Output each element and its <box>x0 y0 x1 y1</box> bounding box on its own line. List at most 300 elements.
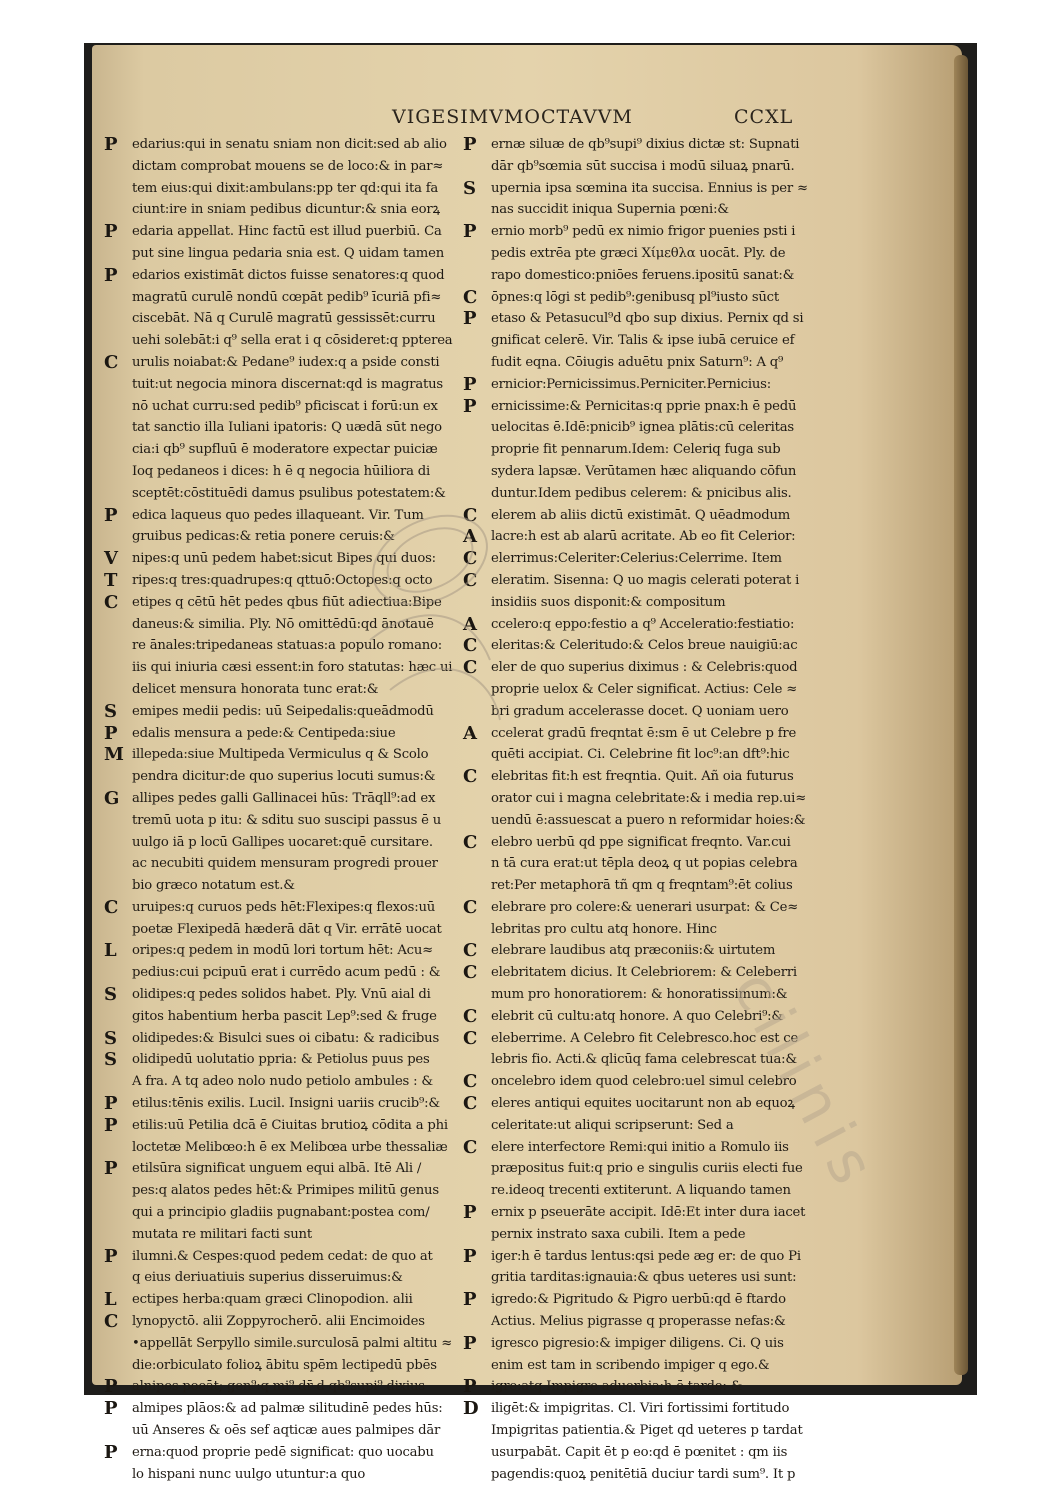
line-text: elebritas fit:h est freqntia. Quit. Añ oia futurus <box>491 769 794 785</box>
initial-letter: A <box>463 722 477 744</box>
text-line <box>463 832 819 854</box>
initial-letter: C <box>104 1311 119 1333</box>
text-line <box>463 243 819 265</box>
initial-letter: C <box>463 504 478 526</box>
line-text: ernicior:Pernicissimus.Perniciter.Pernicius: <box>491 376 771 392</box>
line-text: delicet mensura honorata tunc erat:& <box>132 681 379 697</box>
text-line <box>104 265 454 287</box>
text-line <box>463 374 819 396</box>
line-text: proprie uelox & Celer significat. Actius: Cele ≈ <box>491 681 798 697</box>
text-line <box>104 657 454 679</box>
initial-letter: C <box>463 896 478 918</box>
text-line <box>463 178 819 200</box>
line-text: iligēt:& impigritas. Cl. Viri fortissimi fortitudo <box>491 1401 790 1417</box>
page-edge <box>954 55 968 1375</box>
text-line <box>463 679 819 701</box>
line-text: A fra. A tq adeo nolo nudo petiolo ambules : & <box>132 1074 433 1090</box>
line-text: lacre:h est ab alarū acritate. Ab eo fit Celerior: <box>491 529 796 545</box>
text-line <box>104 1180 454 1202</box>
text-line <box>463 417 819 439</box>
text-line <box>104 810 454 832</box>
text-line <box>463 766 819 788</box>
line-text: orator cui i magna celebritate:& i media rep.ui≈ <box>491 790 807 806</box>
line-text: tat sanctio illa Iuliani ipatoris: Q uædā sūt nego <box>132 420 442 436</box>
initial-letter: C <box>463 831 478 853</box>
line-text: ōpnes:q lōgi st pedib⁹:genibusq pl⁹iusto sūct <box>491 289 779 305</box>
line-text: etilus:tēnis exilis. Lucil. Insigni uariis crucib⁹:& <box>132 1096 440 1112</box>
line-text: Impigritas patientia.& Piget qd ueteres p tardat <box>491 1423 803 1439</box>
watermark-text: cilinis <box>718 960 893 1204</box>
text-line <box>463 1093 819 1115</box>
line-text: olidipes:q pedes solidos habet. Ply. Vnū aial di <box>132 987 431 1003</box>
line-text: elebritatem dicius. It Celebriorem: & Celeberri <box>491 965 797 981</box>
text-line <box>463 1376 819 1398</box>
text-line <box>104 919 454 941</box>
line-text: uelocitas ē.Idē:pnicib⁹ ignea plātis:cū celeritas <box>491 420 794 436</box>
line-text: uendū ē:assuescat a puero n reformidar hoies:& <box>491 812 806 828</box>
text-line <box>463 1464 819 1486</box>
line-text: eleres antiqui equites uocitarunt non ab equoꝝ <box>491 1096 795 1112</box>
line-text: oripes:q pedem in modū lori tortum hēt: Acu≈ <box>132 943 434 959</box>
line-text: sydera lapsæ. Verūtamen hæc aliquando cōfun <box>491 463 797 479</box>
line-text: pagendis:quoꝝ penitētiā duciur tardi sum⁹. It p <box>491 1466 796 1482</box>
initial-letter: C <box>463 569 478 591</box>
text-line <box>463 1180 819 1202</box>
initial-letter: S <box>463 177 476 199</box>
text-line <box>104 984 454 1006</box>
text-line <box>104 243 454 265</box>
line-text: ectipes herba:quam græci Clinopodion. alii <box>132 1292 413 1308</box>
text-line <box>104 853 454 875</box>
text-line <box>463 221 819 243</box>
initial-letter: P <box>104 1376 118 1398</box>
text-line <box>104 679 454 701</box>
text-line <box>463 526 819 548</box>
initial-letter: P <box>463 373 477 395</box>
line-text: sceptēt:cōstituēdi damus psulibus potestatem:& <box>132 485 446 501</box>
text-line <box>463 461 819 483</box>
line-text: lynopyctō. alii Zoppyrocherō. alii Encimoides <box>132 1314 425 1330</box>
text-line <box>463 788 819 810</box>
initial-letter: S <box>104 984 117 1006</box>
initial-letter: P <box>104 134 118 155</box>
line-text: elebro uerbū qd ppe significat freqnto. Var.cui <box>491 834 791 850</box>
text-line <box>463 635 819 657</box>
line-text: loctetæ Melibœo:h ē ex Melibœa urbe thessaliæ <box>132 1139 448 1155</box>
line-text: ac necubiti quidem mensuram progredi prouer <box>132 856 438 872</box>
text-line <box>104 592 454 614</box>
line-text: edarios existimāt dictos fuisse senatores:q quod <box>132 267 445 283</box>
line-text: re ānales:tripedaneas statuas:a populo romano: <box>132 638 443 654</box>
text-line <box>463 570 819 592</box>
line-text: die:orbiculato folioꝝ ābitu spēm lectipedū pbēs <box>132 1357 437 1373</box>
line-text: usurpabāt. Capit ēt p eo:qd ē pœnitet : qm iis <box>491 1444 788 1460</box>
line-text: eleratim. Sisenna: Q uo magis celerati poterat i <box>491 572 800 588</box>
line-text: tremū uota p itu: & sditu suo suscipi passus ē u <box>132 812 442 828</box>
initial-letter: P <box>463 221 477 243</box>
line-text: ccelerat gradū freqntat ē:sm ē ut Celebre p fre <box>491 725 797 741</box>
text-line <box>463 723 819 745</box>
line-text: insidiis suos disponit:& compositum <box>491 594 726 610</box>
text-line <box>463 134 819 156</box>
text-line <box>463 330 819 352</box>
initial-letter: C <box>463 1005 478 1027</box>
line-text: edalis mensura a pede:& Centipeda:siue <box>132 725 396 741</box>
line-text: quēti accipiat. Ci. Celebrine fit loc⁹:an dft⁹:hic <box>491 747 790 763</box>
initial-letter: P <box>104 1245 118 1267</box>
initial-letter: C <box>104 591 119 613</box>
line-text: Actius. Melius pigrasse q properasse nefas:& <box>491 1314 786 1330</box>
text-line <box>104 875 454 897</box>
text-line <box>104 483 454 505</box>
initial-letter: P <box>463 1202 477 1224</box>
line-text: pedis extrēa pte græci Χίμεθλα uocāt. Ply. de <box>491 245 786 261</box>
line-text: ilumni.& Cespes:quod pedem cedat: de quo at <box>132 1248 433 1264</box>
line-text: pedius:cui pcipuū erat i currēdo acum pedū : & <box>132 965 441 981</box>
line-text: etaso & Petasucul⁹d qbo sup dixius. Pernix qd si <box>491 311 804 327</box>
initial-letter: C <box>463 766 478 788</box>
line-text: gnificat celerē. Vir. Talis & ipse iubā ceruice ef <box>491 333 795 349</box>
initial-letter: P <box>463 308 477 330</box>
line-text: lo hispani nunc uulgo utuntur:a quo <box>132 1466 366 1482</box>
text-line <box>463 940 819 962</box>
line-text: enim est tam in scribendo impiger q ego.& <box>491 1357 770 1373</box>
text-line <box>463 1158 819 1180</box>
line-text: elebrare pro colere:& uenerari usurpat: & Ce≈ <box>491 899 799 915</box>
line-text: urulis noiabat:& Pedane⁹ iudex:q a pside consti <box>132 354 440 370</box>
line-text: alnipes poeāt; gen⁹:q mi⁹ dr̄ d qb⁹supi⁹ dixius <box>132 1379 425 1395</box>
line-text: nō uchat curru:sed pedib⁹ pficiscat i forū:un ex <box>132 398 438 414</box>
text-line <box>463 1289 819 1311</box>
line-text: uū Anseres & oēs sef aqticæ aues palmipes dār <box>132 1423 441 1439</box>
line-text: edica laqueus quo pedes illaqueant. Vir. Tum <box>132 507 424 523</box>
text-line <box>463 1137 819 1159</box>
text-line <box>463 156 819 178</box>
initial-letter: P <box>104 1441 118 1463</box>
line-text: ernio morb⁹ pedū ex nimio frigor puenies psti i <box>491 224 796 240</box>
text-line <box>463 199 819 221</box>
line-text: re.ideoq trecenti extiterunt. A liquando tamen <box>491 1183 791 1199</box>
text-line <box>104 940 454 962</box>
text-line <box>104 374 454 396</box>
right-column <box>463 134 819 1485</box>
line-text: præpositus fuit:q prio e singulis curiis electi fue <box>491 1161 803 1177</box>
line-text: put sine lingua pedaria snia est. Q uidam tamen <box>132 245 445 261</box>
text-line <box>104 199 454 221</box>
line-text: elere interfectore Remi:qui initio a Romulo iis <box>491 1139 789 1155</box>
initial-letter: V <box>104 548 118 570</box>
text-line <box>463 1442 819 1464</box>
line-text: edaria appellat. Hinc factū est illud puerbiū. Ca <box>132 224 442 240</box>
line-text: igredo:& Pigritudo & Pigro uerbū:qd ē ftardo <box>491 1292 786 1308</box>
line-text: nas succidit iniqua Supernia pœni:& <box>491 202 729 218</box>
initial-letter: L <box>104 1289 117 1311</box>
text-line <box>104 548 454 570</box>
line-text: ccelero:q eppo:festio a q⁹ Acceleratio:festiatio: <box>491 616 795 632</box>
text-line <box>104 635 454 657</box>
line-text: n tā cura erat:ut tēpla deoꝝ q ut popias celebra <box>491 856 798 872</box>
text-line <box>104 1442 454 1464</box>
initial-letter: S <box>104 1027 117 1049</box>
initial-letter: C <box>463 657 478 679</box>
running-title: VIGESIMVMOCTAVVM <box>392 106 633 128</box>
text-line <box>463 919 819 941</box>
text-line <box>463 1398 819 1420</box>
text-line <box>104 287 454 309</box>
text-line <box>104 1202 454 1224</box>
text-line <box>463 483 819 505</box>
line-text: pernix instrato saxa cubili. Item a pede <box>491 1226 746 1242</box>
line-text: oncelebro idem quod celebro:uel simul celebro <box>491 1074 797 1090</box>
initial-letter: P <box>104 1398 118 1420</box>
text-line <box>104 461 454 483</box>
initial-letter: G <box>104 787 120 809</box>
initial-letter: C <box>463 1027 478 1049</box>
text-line <box>463 308 819 330</box>
text-line <box>463 1333 819 1355</box>
initial-letter: P <box>463 1245 477 1267</box>
text-line <box>104 1464 454 1486</box>
initial-letter: C <box>463 940 478 962</box>
text-line <box>104 832 454 854</box>
line-text: uruipes:q curuos peds hēt:Flexipes:q flexos:uū <box>132 899 436 915</box>
line-text: bio græco notatum est.& <box>132 878 295 894</box>
left-column <box>104 134 454 1485</box>
line-text: magratū curulē nondū cœpāt pedib⁹ īcuriā pfi≈ <box>132 289 442 305</box>
text-line <box>104 505 454 527</box>
text-line <box>104 1267 454 1289</box>
text-line <box>104 1093 454 1115</box>
line-text: lebritas pro cultu atq honore. Hinc <box>491 921 717 937</box>
line-text: almipes plāos:& ad palmæ silitudinē pedes hūs: <box>132 1401 443 1417</box>
text-line <box>104 1355 454 1377</box>
text-line <box>463 396 819 418</box>
text-line <box>463 614 819 636</box>
line-text: daneus:& similia. Ply. Nō omittēdū:qd ānotauē <box>132 616 434 632</box>
initial-letter: P <box>463 1289 477 1311</box>
line-text: etipes q cētū hēt pedes qbus fiūt adiectiua:Bipe <box>132 594 442 610</box>
text-line <box>463 287 819 309</box>
text-line <box>104 701 454 723</box>
text-line <box>463 701 819 723</box>
text-line <box>104 1246 454 1268</box>
text-line <box>104 570 454 592</box>
folio-number: CCXL <box>734 106 794 128</box>
initial-letter: P <box>104 1158 118 1180</box>
text-line <box>463 439 819 461</box>
text-line <box>463 1224 819 1246</box>
text-line <box>104 134 454 156</box>
initial-letter: S <box>104 700 117 722</box>
text-line <box>104 1137 454 1159</box>
text-line <box>104 156 454 178</box>
line-text: mum pro honoratiorem: & honoratissimum:& <box>491 987 788 1003</box>
text-line <box>104 1224 454 1246</box>
line-text: •appellāt Serpyllo simile.surculosā palmi altitu ≈ <box>132 1335 453 1351</box>
line-text: olidipedū uolutatio ppria: & Petiolus puus pes <box>132 1052 430 1068</box>
line-text: ernæ siluæ de qb⁹supi⁹ dixius dictæ st: Supnati <box>491 137 800 152</box>
text-line <box>463 548 819 570</box>
initial-letter: L <box>104 940 117 962</box>
text-line <box>463 897 819 919</box>
initial-letter: S <box>104 1049 117 1071</box>
text-line <box>104 1006 454 1028</box>
text-line <box>104 1071 454 1093</box>
line-text: eler de quo superius diximus : & Celebris:quod <box>491 660 798 676</box>
initial-letter: P <box>104 504 118 526</box>
line-text: tuit:ut negocia minora discernat:qd is magratus <box>132 376 443 392</box>
line-text: illepeda:siue Multipeda Vermiculus q & Scolo <box>132 747 429 763</box>
line-text: fudit eqna. Cōiugis aduētu pnix Saturn⁹: A q⁹ <box>491 354 784 370</box>
text-line <box>104 396 454 418</box>
initial-letter: C <box>104 896 119 918</box>
text-line <box>104 352 454 374</box>
text-line <box>463 657 819 679</box>
line-text: ciscebāt. Nā q Curulē magratū gessissēt:curru <box>132 311 436 327</box>
line-text: gruibus pedicas:& retia ponere ceruis:& <box>132 529 395 545</box>
text-line <box>463 1115 819 1137</box>
line-text: ciunt:ire in sniam pedibus dicuntur:& snia eorꝝ <box>132 202 440 218</box>
initial-letter: C <box>463 962 478 984</box>
line-text: celeritate:ut aliqui scripserunt: Sed a <box>491 1117 734 1133</box>
text-line <box>104 308 454 330</box>
text-line <box>104 1028 454 1050</box>
initial-letter: P <box>104 1093 118 1115</box>
initial-letter: C <box>463 635 478 657</box>
text-line <box>104 962 454 984</box>
text-line <box>104 1398 454 1420</box>
line-text: uehi solebāt:i q⁹ sella erat i q cōsideret:q ppterea <box>132 333 453 349</box>
line-text: allipes pedes galli Gallinacei hūs: Trāqll⁹:ad ex <box>132 790 436 806</box>
initial-letter: P <box>104 221 118 243</box>
text-line <box>104 788 454 810</box>
text-line <box>104 526 454 548</box>
line-text: pes:q alatos pedes hēt:& Primipes militū genus <box>132 1183 439 1199</box>
line-text: duntur.Idem pedibus celerem: & pnicibus alis. <box>491 485 792 501</box>
text-line <box>463 1311 819 1333</box>
line-text: dār qb⁹sœmia sūt succisa i modū siluaꝝ pnarū. <box>491 158 795 174</box>
text-line <box>463 1246 819 1268</box>
text-line <box>104 417 454 439</box>
line-text: iis qui iniuria cæsi essent:in foro statutas: hæc ui <box>132 660 453 676</box>
text-line <box>463 1355 819 1377</box>
line-text: dictam comprobat mouens se de loco:& in par≈ <box>132 158 444 174</box>
text-line <box>104 1311 454 1333</box>
text-line <box>104 897 454 919</box>
initial-letter: P <box>104 264 118 286</box>
text-line <box>463 853 819 875</box>
line-text: igresco pigresio:& impiger diligens. Ci. Q uis <box>491 1335 784 1351</box>
initial-letter: C <box>463 548 478 570</box>
line-text: tem eius:qui dixit:ambulans:pp ter qd:qui ita fa <box>132 180 439 196</box>
text-line <box>104 1289 454 1311</box>
text-line <box>463 1267 819 1289</box>
initial-letter: P <box>104 1114 118 1136</box>
text-line <box>104 1115 454 1137</box>
text-line <box>104 744 454 766</box>
text-line <box>104 614 454 636</box>
text-line <box>463 352 819 374</box>
line-text: ripes:q tres:quadrupes:q qttuō:Octopes:q octo <box>132 572 433 588</box>
text-line <box>463 505 819 527</box>
text-line <box>104 723 454 745</box>
initial-letter: A <box>463 613 477 635</box>
line-text: erna:quod proprie pedē significat: quo uocabu <box>132 1444 434 1460</box>
line-text: lebris fio. Acti.& qlicūq fama celebrescat tua:& <box>491 1052 797 1068</box>
line-text: ernicissime:& Pernicitas:q pprie pnax:h ē pedū <box>491 398 797 414</box>
text-line <box>104 330 454 352</box>
text-line <box>463 875 819 897</box>
line-text: cia:i qb⁹ supfluū ē moderatore expectar puiciæ <box>132 442 438 458</box>
line-text: elerrimus:Celeriter:Celerius:Celerrime. Item <box>491 551 782 567</box>
text-line <box>104 1333 454 1355</box>
initial-letter: C <box>463 1071 478 1093</box>
line-text: ret:Per metaphorā tñ qm q freqntam⁹:ēt colius <box>491 878 793 894</box>
line-text: iger:h ē tardus lentus:qsi pede æg er: de quo Pi <box>491 1248 801 1264</box>
line-text: q eius deriuatiuis superius disseruimus:& <box>132 1270 403 1286</box>
text-line <box>104 439 454 461</box>
line-text: uulgo iā p locū Gallipes uocaret:quē cursitare. <box>132 834 433 850</box>
line-text: mutata re militari facti sunt <box>132 1226 312 1242</box>
line-text: olidipedes:& Bisulci sues oi cibatu: & radicibus <box>132 1030 440 1046</box>
text-line <box>104 1420 454 1442</box>
line-text: elebrit cū cultu:atq honore. A quo Celebri⁹:& <box>491 1008 783 1024</box>
initial-letter: P <box>104 722 118 744</box>
line-text: elerem ab aliis dictū existimāt. Q uēadmodum <box>491 507 791 523</box>
line-text: edarius:qui in senatu sniam non dicit:sed ab alio <box>132 137 447 152</box>
initial-letter: T <box>104 569 118 591</box>
initial-letter: D <box>463 1398 479 1420</box>
text-line <box>104 221 454 243</box>
line-text: upernia ipsa sœmina ita succisa. Ennius is per ≈ <box>491 180 808 196</box>
initial-letter: P <box>463 134 477 155</box>
initial-letter: C <box>463 1093 478 1115</box>
initial-letter: C <box>463 286 478 308</box>
initial-letter: P <box>463 1332 477 1354</box>
line-text: proprie fit pennarum.Idem: Celeriq fuga sub <box>491 442 781 458</box>
line-text: rapo domestico:pniōes feruens.ipositū sanat:& <box>491 267 795 283</box>
initial-letter: C <box>463 1136 478 1158</box>
text-line <box>104 1158 454 1180</box>
initial-letter: A <box>463 526 477 548</box>
line-text: igre:atq Impigre aduerbia:h ē tarde: & <box>491 1379 743 1395</box>
text-line <box>104 766 454 788</box>
initial-letter: P <box>463 1376 477 1398</box>
text-line <box>463 1202 819 1224</box>
line-text: gitos habentium herba pascit Lep⁹:sed & fruge <box>132 1008 437 1024</box>
line-text: etilis:uū Petilia dcā ē Ciuitas brutioꝝ cōdita a phi <box>132 1117 448 1133</box>
text-line <box>104 1049 454 1071</box>
line-text: bri gradum accelerasse docet. Q uoniam uero <box>491 703 789 719</box>
line-text: elebrare laudibus atq præconiis:& uirtutem <box>491 943 776 959</box>
line-text: Ioq pedaneos i dices: h ē q negocia hūiliora di <box>132 463 431 479</box>
initial-letter: P <box>463 395 477 417</box>
line-text: nipes:q unū pedem habet:sicut Bipes qui duos: <box>132 551 436 567</box>
text-line <box>463 744 819 766</box>
text-line <box>463 265 819 287</box>
line-text: gritia tarditas:ignauia:& qbus ueteres usi sunt: <box>491 1270 797 1286</box>
line-text: pendra dicitur:de quo superius locuti sumus:& <box>132 769 436 785</box>
line-text: ernix p pseuerāte accipit. Idē:Et inter dura iacet <box>491 1205 806 1221</box>
text-line <box>463 1420 819 1442</box>
line-text: eleritas:& Celeritudo:& Celos breue nauigiū:ac <box>491 638 798 654</box>
text-line <box>463 592 819 614</box>
initial-letter: M <box>104 744 124 766</box>
line-text: etilsūra significat unguem equi albā. Itē Ali / <box>132 1161 422 1177</box>
line-text: eleberrime. A Celebro fit Celebresco.hoc est ce <box>491 1030 799 1046</box>
text-line <box>463 810 819 832</box>
text-line <box>104 1376 454 1398</box>
